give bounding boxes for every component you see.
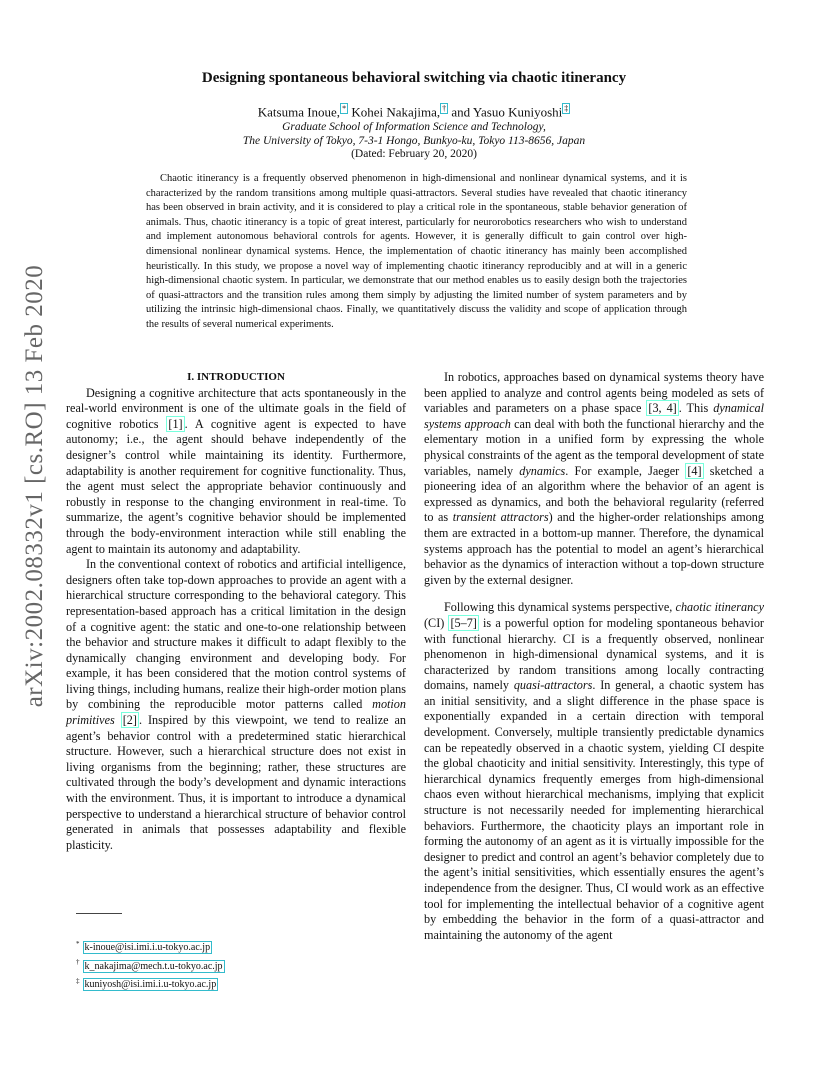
text-run: is a powerful option for modeling spontaneous behavior with functional hierarchy. CI is a frequently observed, nonlinear phenomenon in high-dimensional dynamical systems, and it is characterized by random transitions among locally contracting domains, namely (424, 615, 764, 693)
text-run: Following this dynamical systems perspective, (444, 600, 676, 615)
affiliation-line-1: Graduate School of Information Science and Technology, (282, 121, 546, 133)
right-paragraph-2 (424, 600, 764, 943)
email-link[interactable]: k_nakajima@mech.t.u-tokyo.ac.jp (84, 960, 223, 972)
emphasis: motion primitives (66, 697, 406, 728)
right-paragraph-1 (424, 370, 764, 588)
text-run: can deal with both the functional hierarchy and the elementary motion in a unified form by expressing the whole physical constraints of the agent as the temporal development of state variables, namely (424, 416, 764, 478)
footnote-rule (76, 913, 122, 914)
text-run: In the conventional context of robotics and artificial intelligence, designers often take top-down approaches to provide an agent with a hierarchical structure corresponding to the behavioral category. This representation-based approach has a critical limitation in the design of a cognitive agent: the static and one-to-one relationship between the behavior and structure makes it difficult to adapt flexibly to the dynamically changing environment and developing body. For example, it has been considered that the motion control systems of living things, including humans, realize their high-order motion plans by combining the reproducible motor patterns called (66, 557, 406, 712)
text-run: . In general, a chaotic system has an initial sensitivity, and a slight difference in the phase space is exponentially expanded in a certain direction with temporal development. Conversely, multiple transiently predictable dynamics can be repeatedly observed in a chaotic system, yielding CI despite the global chaoticity and initial sensitivity. Interestingly, this type of hierarchical dynamics frequently emerges from high-dimensional chaos even without hierarchical mechanisms, implying that explicit structure is not necessarily needed for implementing hierarchical behaviors. Furthermore, the chaoticity plays an important role in forming the autonomy of an agent as it is virtually impossible for the designer to predict and control an agent’s behavior completely due to the agent’s initial sensitivities, which essentially ensures the agent’s independence from the designer. Thus, CI would work as an effective tool for implementing the intellectual behavior of a cognitive agent by embedding the behavior in the form of a quasi-attractor and maintaining the autonomy of the agent (424, 678, 764, 942)
citation-link[interactable]: [5–7] (450, 615, 477, 630)
section-heading: I. INTRODUCTION (187, 371, 285, 383)
text-run: ) and the higher-order relationships among them are extracted in a bottom-up manner. Therefore, the dynamical systems approach has the potential to model an agent’s hierarchical behavior as the dynamics of interaction without a top-down structure given by the external designer. (424, 510, 764, 587)
email-link[interactable]: k-inoue@isi.imi.i.u-tokyo.ac.jp (84, 942, 211, 954)
left-paragraph-2 (66, 557, 406, 853)
text-run: (CI) (424, 615, 449, 630)
emphasis: quasi-attractors (513, 678, 593, 693)
citation-link[interactable]: [3, 4] (648, 401, 677, 416)
text-run: . A cognitive agent is expected to have autonomy; i.e., the agent should behave independently of the designer’s control while maintaining its identity. Furthermore, adaptability is another requirement for cognitive functionality. Thus, the agent must select the appropriate behavior continuously and robustly in response to the changing environment in real-time. To summarize, the agent’s cognitive behavior should be implemented through the body-environment interaction while still enabling the agent to maintain its autonomy and adaptability. (66, 416, 406, 556)
footnote-1 (76, 937, 225, 955)
footnote-link-1[interactable]: * (342, 104, 347, 113)
left-column (66, 370, 406, 853)
footnote-mark: ‡ (76, 976, 80, 985)
author-line (0, 104, 828, 120)
text-run: . For example, Jaeger (565, 463, 686, 478)
text-run: . Inspired by this viewpoint, we tend to realize an agent’s behavior control with a predetermined static hierarchical structure. However, such a hierarchical structure does not exist in living organisms from the beginning; rather, these structures are cultivated through the body’s development and dynamic interactions with the environment. Thus, it is important to introduce a dynamical perspective to understand a hierarchical structure of behavior control generated in animals that possesses adaptability and flexible plasticity. (66, 713, 407, 852)
abstract: Chaotic itinerancy is a frequently observed phenomenon in high-dimensional and nonlinear dynamical systems, and it is characterized by the random transitions among multiple quasi-attractors. Several studies have revealed that chaotic itinerancy has been observed in brain activity, and it is considered to play a critical role in the spontaneous, stable behavior generation of animals. Thus, chaotic itinerancy is a topic of great interest, particularly for neurorobotics researchers who wish to understand and implement autonomous behavioral controls for agents. However, it is generally difficult to gain control over high-dimensional nonlinear dynamical systems. Hence, the implementation of chaotic itinerancy has mainly been accomplished heuristically. In this study, we propose a novel way of implementing chaotic itinerancy reproducibly and at will in a generic high-dimensional chaotic system. In particular, we demonstrate that our method enables us to easily design both the trajectories of quasi-attractors and the transition rules among them simply by adjusting the limited number of system parameters and by utilizing the intrinsic high-dimensional chaos. Finally, we quantitatively discuss the validity and scope of application through the results of several numerical experiments. (146, 173, 687, 330)
emphasis: chaotic itinerancy (675, 600, 764, 615)
footnote-2 (76, 955, 225, 973)
arxiv-stamp-text: arXiv:2002.08332v1 [cs.RO] 13 Feb 2020 (21, 264, 48, 708)
citation-link[interactable]: [4] (687, 463, 702, 478)
author-3: and Yasuo Kuniyoshi (448, 104, 563, 120)
right-column (424, 370, 764, 943)
left-paragraph-1 (66, 386, 406, 558)
emphasis: transient attractors (452, 510, 549, 525)
paper-title: Designing spontaneous behavioral switching via chaotic itinerancy (201, 70, 627, 86)
author-2: Kohei Nakajima, (348, 104, 441, 120)
footnote-link-2[interactable]: † (442, 104, 447, 113)
text-run: . This (678, 401, 714, 416)
dated-line: (Dated: February 20, 2020) (351, 148, 477, 160)
text-run: In robotics, approaches based on dynamical systems theory have been applied to analyze and control agents being modeled as sets of variables and parameters on a phase space (424, 370, 764, 416)
citation-link[interactable]: [1] (168, 416, 183, 431)
footnote-mark: * (76, 940, 80, 948)
footnote-3 (76, 974, 225, 992)
footnotes (76, 937, 225, 992)
text-run (115, 713, 121, 727)
email-link[interactable]: kuniyosh@isi.imi.i.u-tokyo.ac.jp (84, 978, 217, 990)
text-run: sketched a pioneering idea of an algorithm where the behavior of an agent is expressed as dynamics, and both the behavioral regularity (referred to as (424, 463, 764, 525)
emphasis: dynamical systems approach (424, 401, 764, 431)
author-1: Katsuma Inoue, (257, 104, 341, 120)
affiliation-line-2: The University of Tokyo, 7-3-1 Hongo, Bunkyo-ku, Tokyo 113-8656, Japan (242, 135, 586, 147)
emphasis: dynamics (519, 463, 566, 478)
citation-link[interactable]: [2] (122, 713, 137, 728)
text-run: Designing a cognitive architecture that acts spontaneously in the real-world environment is one of the ultimate goals in the field of cognitive robotics (66, 385, 406, 431)
arxiv-stamp (20, 264, 50, 708)
footnote-link-3[interactable]: ‡ (564, 104, 569, 113)
footnote-mark: † (76, 958, 80, 967)
